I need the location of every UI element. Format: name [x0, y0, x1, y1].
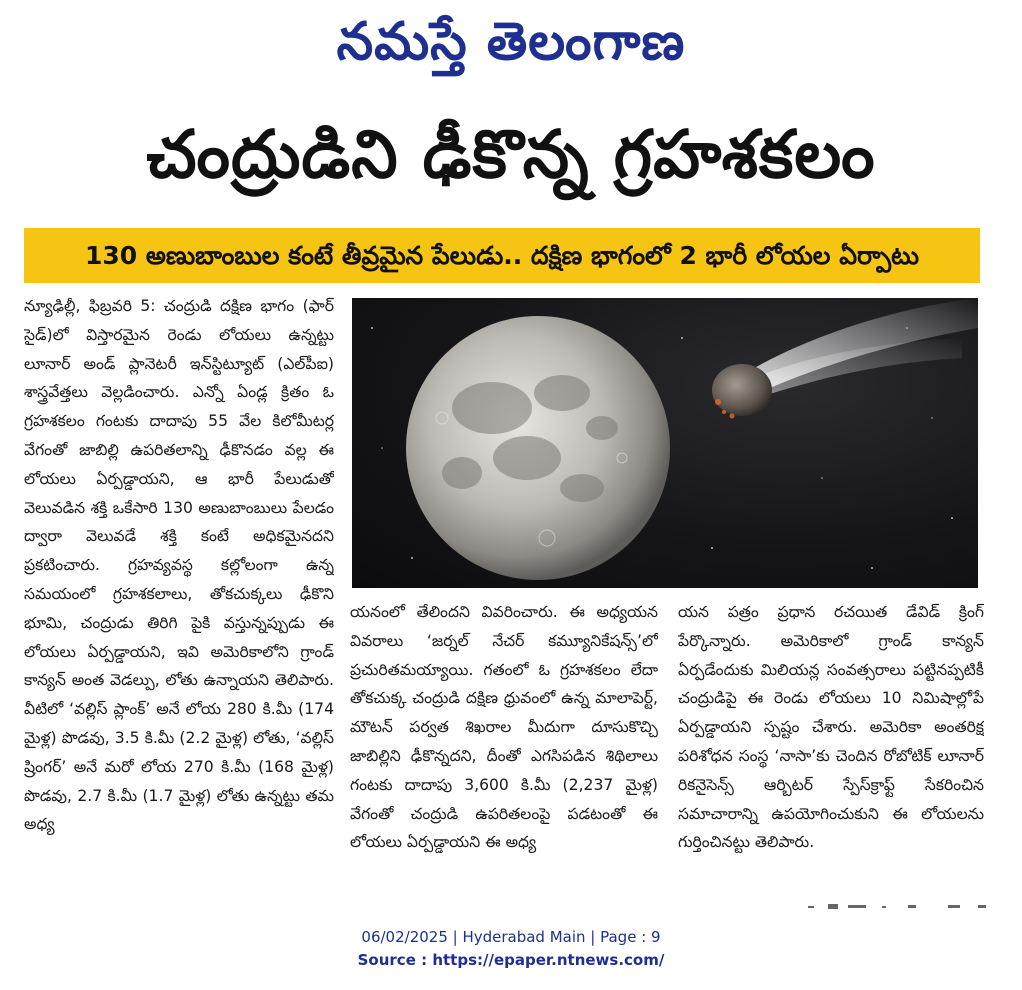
moon-asteroid-illustration — [352, 298, 978, 588]
masthead-logo: నమస్తే తెలంగాణ — [336, 11, 686, 72]
clipped-ink-marks — [798, 900, 998, 914]
clipped-next-text-edge — [798, 900, 998, 914]
article-subheadline: 130 అణుబాంబుల కంటే తీవ్రమైన పేలుడు.. దక్షిణ భాగంలో 2 భారీ లోయల ఏర్పాటు — [24, 228, 980, 283]
footer-dateline: 06/02/2025 | Hyderabad Main | Page : 9 — [361, 928, 661, 946]
article-column-1: న్యూఢిల్లీ, ఫిబ్రవరి 5: చంద్రుడి దక్షిణ భాగం (ఫార్ సైడ్)లో విస్తారమైన రెండు లోయలు ఉన్నట్టు లూనార్ అండ్ ప్లానెటరీ ఇన్‌స్టిట్యూట్ (ఎల్‌పీఐ) శాస్త్రవేత్తలు వెల్లడించారు. ఎన్నో ఏండ్ల క్రితం ఓ గ్రహశకలం గంటకు దాదాపు 55 వేల కిలోమీటర్ల వేగంతో జాబిల్లి ఉపరితలాన్ని ఢీకొనడం వల్ల ఈ లోయలు ఏర్పడ్డాయని, ఆ భారీ పేలుడుతో వెలువడిన శక్తి ఒకేసారి 130 అణుబాంబులు పేలడం ద్వారా వెలువడే శక్తి కంటే అధికమైనదని ప్రకటించారు. గ్రహవ్యవస్థ కల్లోలంగా ఉన్న సమయంలో గ్రహశకలాలు, తోకచుక్కలు ఢీకొని భూమి, చంద్రుడు తిరిగి పైకి వస్తున్నప్పుడు ఈ లోయలు ఏర్పడ్డాయని, ఇవి అమెరికాలోని గ్రాండ్ కాన్యన్ అంత వెడల్పు, లోతు ఉన్నాయని తెలిపారు. వీటిలో ‘వల్లిస్ ప్లాంక్’ అనే లోయ 280 కి.మీ (174 మైళ్ల) పొడవు, 3.5 కి.మీ (2.2 మైళ్ల) లోతు, ‘వల్లిస్ ష్రింగర్’ అనే మరో లోయ 270 కి.మీ (168 మైళ్ల) పొడవు, 2.7 కి.మీ (1.7 మైళ్ల) లోతు ఉన్నట్టు తమ అధ్య — [24, 297, 334, 834]
article-headline: చంద్రుడిని ఢీకొన్న గ్రహశకలం — [146, 116, 876, 193]
article-column-2: యనంలో తేలిందని వివరించారు. ఈ అధ్యయన వివరాలు ‘జర్నల్ నేచర్ కమ్యూనికేషన్స్’లో ప్రచురితమయ్యాయి. గతంలో ఓ గ్రహశకలం లేదా తోకచుక్క చంద్రుడి దక్షిణ ధ్రువంలో ఉన్న మాలాపెర్ట్, మౌటన్ పర్వత శిఖరాల మీదుగా దూసుకొచ్చి జాబిల్లిని ఢీకొన్నదని, దీంతో ఎగసిపడిన శిథిలాలు గంటకు దాదాపు 3,600 కి.మీ (2,237 మైళ్ల) వేగంతో చంద్రుడి ఉపరితలంపై పడటంతో ఈ లోయలు ఏర్పడ్డాయని ఈ అధ్య — [350, 603, 658, 852]
moon-asteroid-photo — [352, 298, 978, 588]
article-column-3: యన పత్రం ప్రధాన రచయిత డేవిడ్ క్రింగ్ పేర్కొన్నారు. అమెరికాలో గ్రాండ్ కాన్యన్ ఏర్పడేందుకు మిలియన్ల సంవత్సరాలు పట్టినప్పటికీ చంద్రుడిపై ఈ రెండు లోయలు 10 నిమిషాల్లోపే ఏర్పడ్డాయని స్పష్టం చేశారు. అమెరికా అంతరిక్ష పరిశోధన సంస్థ ‘నాసా’కు చెందిన రోబోటిక్ లూనార్ రికనైసెన్స్ ఆర్బిటర్ స్పేస్‌క్రాఫ్ట్ సేకరించిన సమాచారాన్ని ఉపయోగించుకుని ఈ లోయలను గుర్తించినట్టు తెలిపారు. — [678, 603, 984, 852]
footer-source: Source : https://epaper.ntnews.com/ — [357, 951, 665, 969]
